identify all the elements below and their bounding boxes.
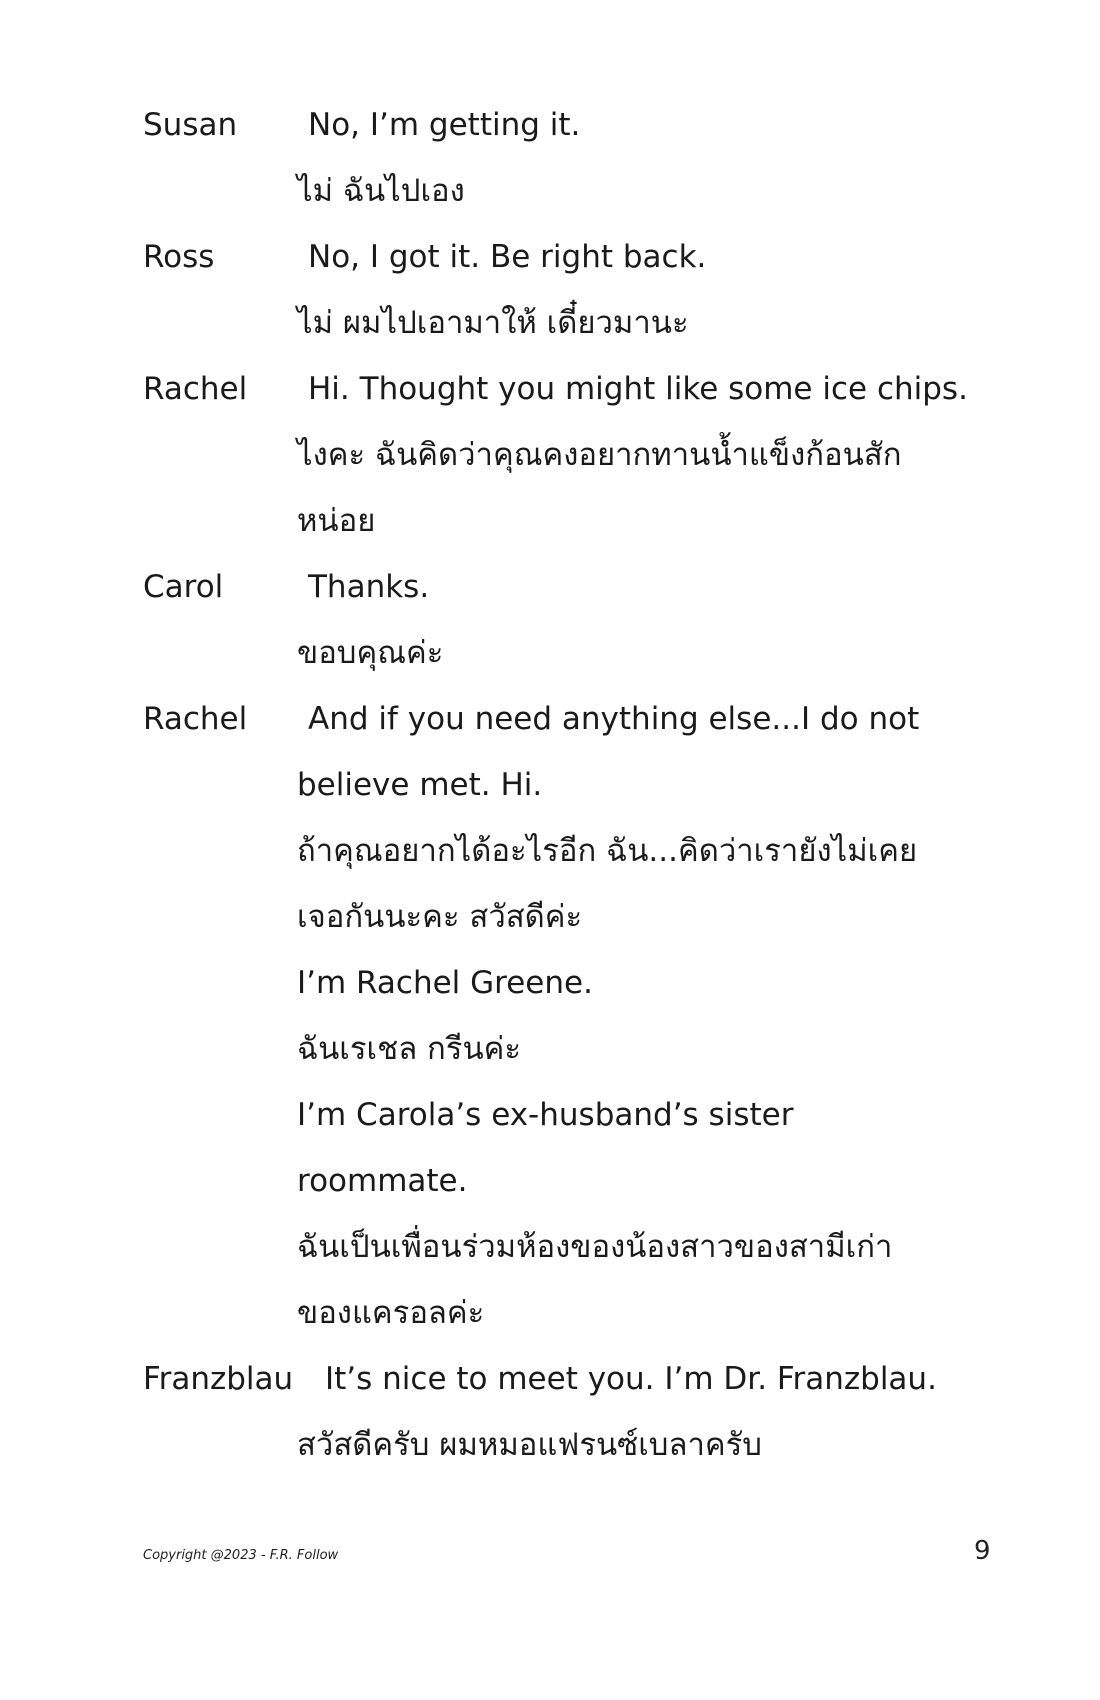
dialogue-line [143,554,1023,620]
english-line: believe met. Hi. [297,767,543,803]
dialogue-line [143,620,1023,686]
english-line: Hi. Thought you might like some ice chips. [308,371,968,407]
english-line: No, I got it. Be right back. [308,239,707,275]
thai-translation: ไงคะ ฉันคิดว่าคุณคงอยากทานน้ำแข็งก้อนสัก [297,437,902,473]
dialogue-line [143,1148,1023,1214]
thai-translation: ไม่ ผมไปเอามาให้ เดี๋ยวมานะ [297,305,689,341]
dialogue-line [143,884,1023,950]
thai-translation: ฉันเป็นเพื่อนร่วมห้องของน้องสาวของสามีเก่า [297,1229,893,1265]
dialogue-line [143,488,1023,554]
speaker-name: Rachel [143,371,248,407]
english-line: roommate. [297,1163,468,1199]
speaker-name: Franzblau [143,1361,294,1397]
english-line: Thanks. [308,569,430,605]
dialogue-line [143,1346,1023,1412]
dialogue-line [143,1412,1023,1478]
page-number: 9 [974,1536,991,1566]
dialogue-line [143,1016,1023,1082]
dialogue-line [143,752,1023,818]
dialogue-line [143,224,1023,290]
english-line: I’m Carola’s ex-husband’s sister [297,1097,794,1133]
dialogue-line [143,1214,1023,1280]
thai-translation: ไม่ ฉันไปเอง [297,173,465,209]
dialogue-line [143,356,1023,422]
dialogue-line [143,92,1023,158]
thai-translation: ของแครอลค่ะ [297,1295,485,1331]
english-line: And if you need anything else...I do not [308,701,920,737]
english-line: I’m Rachel Greene. [297,965,593,1001]
dialogue-line [143,290,1023,356]
copyright-notice: Copyright @2023 - F.R. Follow [143,1548,339,1563]
thai-translation: เจอกันนะคะ สวัสดีค่ะ [297,899,583,935]
thai-translation: หน่อย [297,503,376,539]
dialogue-line [143,158,1023,224]
thai-translation: สวัสดีครับ ผมหมอแฟรนซ์เบลาครับ [297,1427,762,1463]
english-line: No, I’m getting it. [308,107,581,143]
dialogue-line [143,422,1023,488]
dialogue-line [143,1280,1023,1346]
speaker-name: Susan [143,107,238,143]
dialogue-line [143,818,1023,884]
english-line: It’s nice to meet you. I’m Dr. Franzblau. [325,1361,937,1397]
speaker-name: Carol [143,569,224,605]
thai-translation: ถ้าคุณอยากได้อะไรอีก ฉัน...คิดว่าเรายังไม่เคย [297,833,918,869]
thai-translation: ฉันเรเชล กรีนค่ะ [297,1031,522,1067]
thai-translation: ขอบคุณค่ะ [297,635,444,671]
dialogue-script [143,92,1023,1478]
dialogue-line [143,950,1023,1016]
dialogue-line [143,686,1023,752]
speaker-name: Rachel [143,701,248,737]
speaker-name: Ross [143,239,215,275]
dialogue-line [143,1082,1023,1148]
